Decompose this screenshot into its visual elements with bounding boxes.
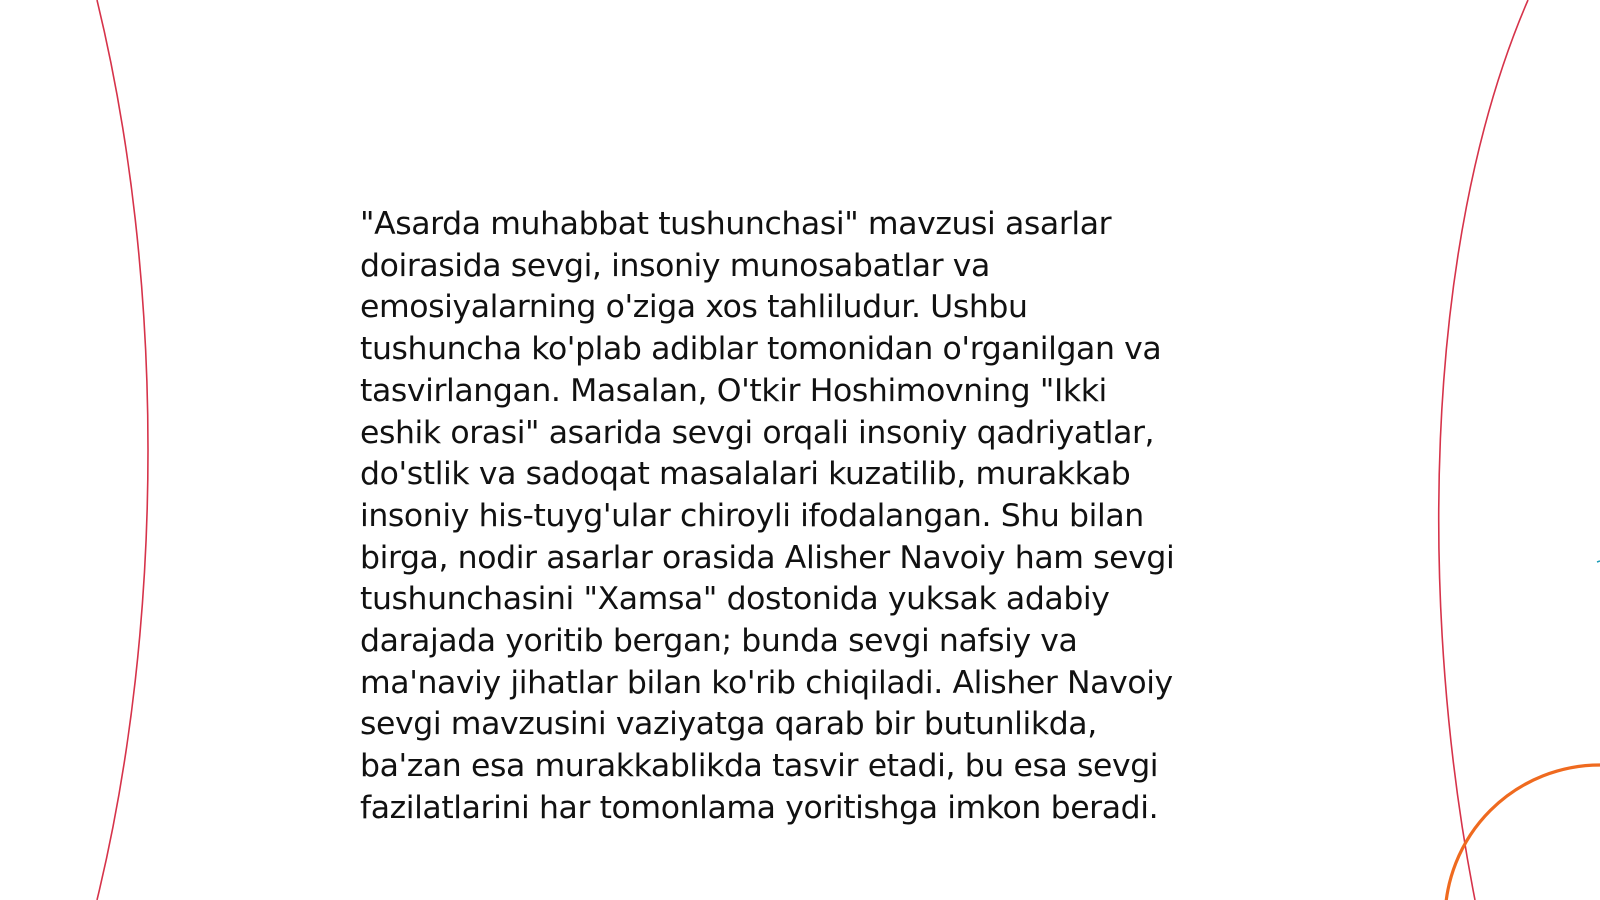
paragraph-line: doirasida sevgi, insoniy munosabatlar va <box>360 247 990 284</box>
paragraph-line: tushunchasini "Xamsa" dostonida yuksak adabiy <box>360 581 1110 618</box>
paragraph-line: ma'naviy jihatlar bilan ko'rib chiqiladi. Alisher Navoiy <box>360 664 1173 701</box>
paragraph-line: do'stlik va sadoqat masalalari kuzatilib, murakkab <box>360 456 1131 493</box>
paragraph-line: "Asarda muhabbat tushunchasi" mavzusi asarlar <box>360 206 1112 242</box>
paragraph-line: fazilatlarini har tomonlama yoritishga imkon beradi. <box>360 789 1159 826</box>
paragraph-line: darajada yoritib bergan; bunda sevgi nafsiy va <box>360 623 1078 660</box>
paragraph-line: ba'zan esa murakkablikda tasvir etadi, bu esa sevgi <box>360 748 1159 785</box>
paragraph-line: eshik orasi" asarida sevgi orqali insoniy qadriyatlar, <box>360 414 1155 451</box>
paragraph-line: tasvirlangan. Masalan, O'tkir Hoshimovning "Ikki <box>360 372 1107 409</box>
paragraph-line: sevgi mavzusini vaziyatga qarab bir butunlikda, <box>360 706 1097 743</box>
body-paragraph <box>360 204 1220 830</box>
paragraph-line: tushuncha ko'plab adiblar tomonidan o'rganilgan va <box>360 331 1162 368</box>
orange-circle-decoration <box>1445 765 1600 900</box>
paragraph-line: birga, nodir asarlar orasida Alisher Navoiy ham sevgi <box>360 539 1175 576</box>
left-arc-decoration <box>97 0 148 900</box>
paragraph-line: insoniy his-tuyg'ular chiroyli ifodalangan. Shu bilan <box>360 497 1144 534</box>
right-arc-decoration <box>1439 0 1528 900</box>
paragraph-line: emosiyalarning o'ziga xos tahliludur. Ushbu <box>360 289 1028 326</box>
